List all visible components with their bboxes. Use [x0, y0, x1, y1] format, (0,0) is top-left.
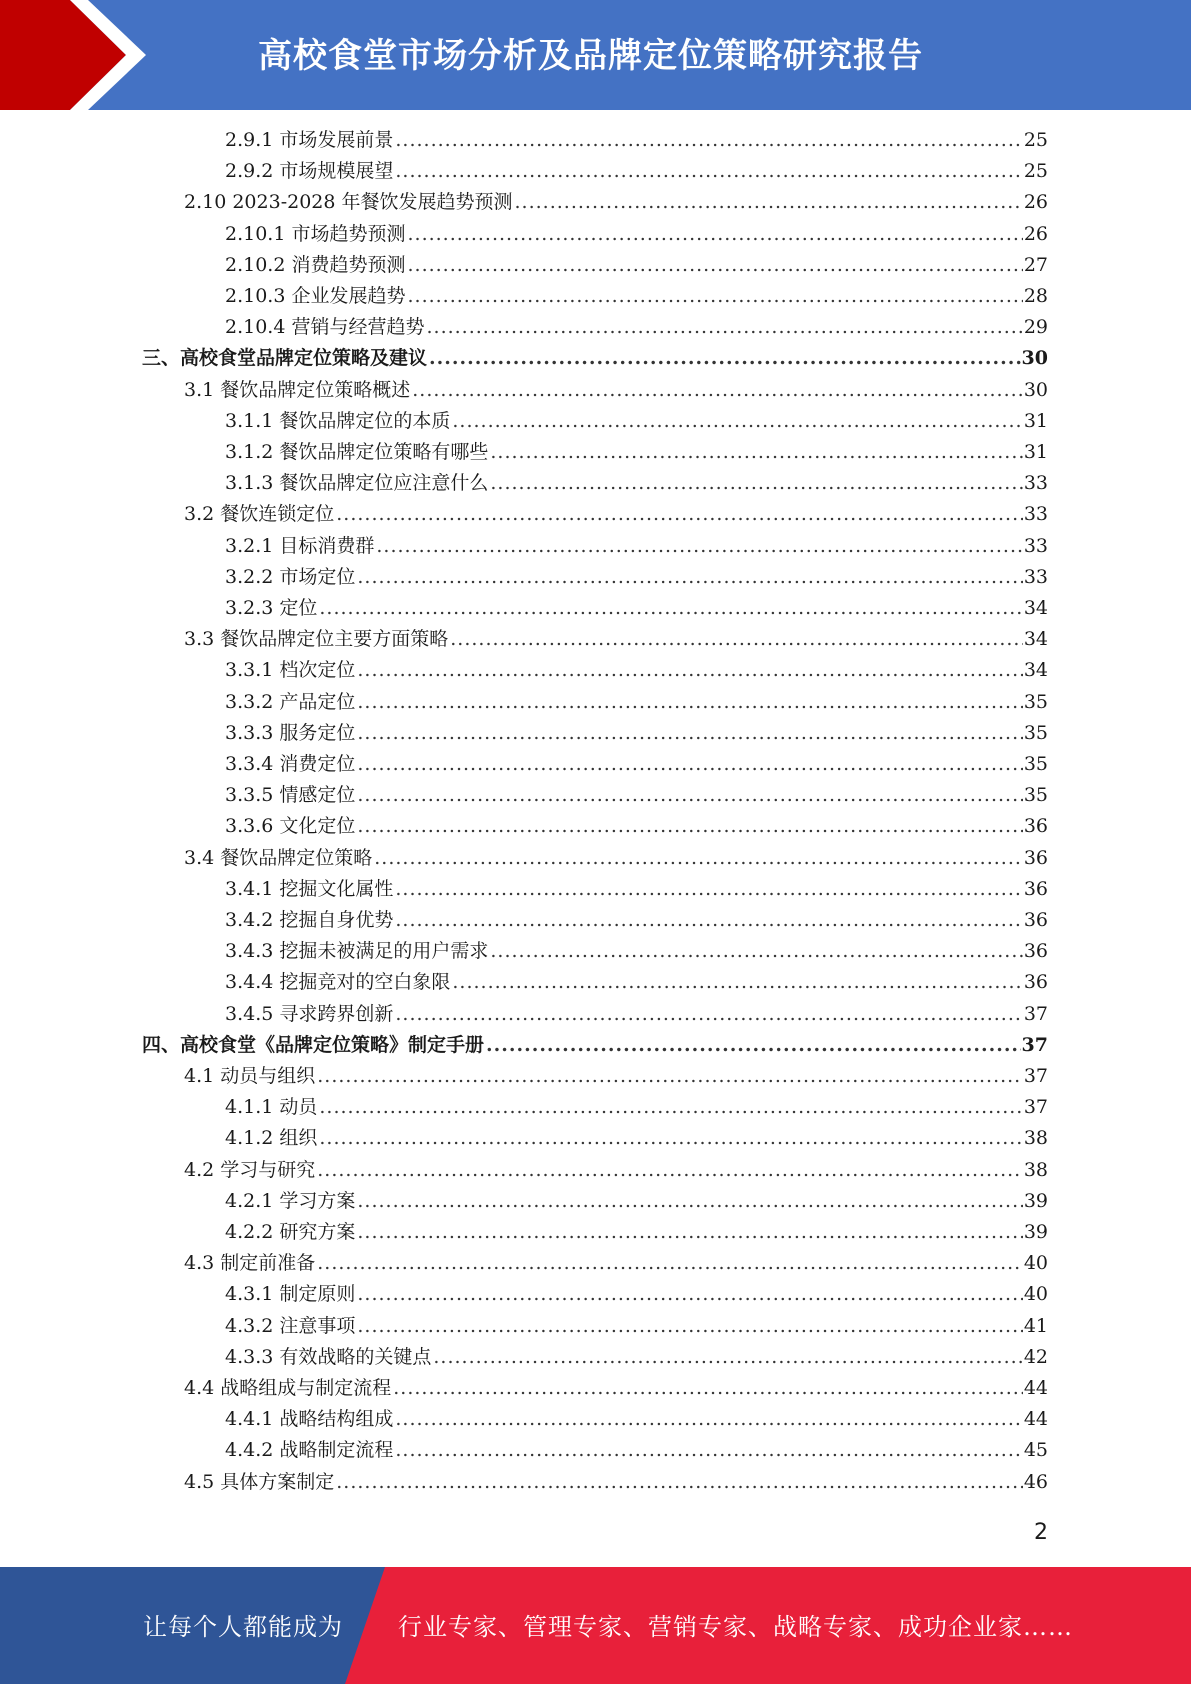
toc-entry[interactable] [184, 376, 1048, 404]
toc-entry-label: 4.3.2 注意事项 [225, 1314, 356, 1337]
toc-entry-label: 2.9.2 市场规模展望 [225, 160, 394, 183]
footer-slogan-right: 行业专家、管理专家、营销专家、战略专家、成功企业家…… [398, 1613, 1073, 1641]
toc-entry-label: 4.3 制定前准备 [184, 1252, 316, 1275]
toc-entry[interactable] [184, 500, 1048, 528]
toc-entry-label: 三、高校食堂品牌定位策略及建议 [142, 347, 428, 370]
toc-leader-dots [452, 407, 1022, 435]
toc-entry-page: 35 [1023, 721, 1048, 744]
toc-leader-dots [490, 469, 1022, 497]
toc-leader-dots [319, 594, 1022, 622]
toc-entry-label: 2.9.1 市场发展前景 [225, 129, 394, 151]
toc-entry[interactable] [225, 313, 1048, 341]
toc-entry-label: 2.10.2 消费趋势预测 [225, 253, 406, 276]
toc-leader-dots [357, 563, 1022, 591]
toc-entry-page: 28 [1023, 285, 1048, 307]
toc-entry-page: 37 [1023, 1096, 1048, 1119]
toc-entry[interactable] [184, 188, 1048, 216]
toc-entry[interactable] [225, 1312, 1048, 1340]
page-header [0, 0, 1191, 110]
toc-entry-label: 四、高校食堂《品牌定位策略》制定手册 [142, 1033, 485, 1056]
toc-entry[interactable] [225, 812, 1048, 840]
toc-entry-page: 39 [1023, 1189, 1048, 1212]
toc-entry-page: 38 [1023, 1127, 1048, 1150]
footer-slogan-left: 让每个人都能成为 [143, 1613, 343, 1641]
toc-entry[interactable] [225, 126, 1048, 154]
toc-entry-page: 37 [1021, 1033, 1048, 1056]
toc-leader-dots [490, 438, 1022, 466]
toc-entry-label: 3.4.4 挖掘竞对的空白象限 [225, 971, 451, 994]
toc-entry[interactable] [225, 1405, 1048, 1433]
toc-entry-page: 37 [1023, 1065, 1048, 1087]
toc-entry-page: 40 [1023, 1252, 1048, 1275]
toc-entry[interactable] [225, 688, 1048, 716]
report-title: 高校食堂市场分析及品牌定位策略研究报告 [258, 36, 923, 76]
toc-entry-label: 3.4 餐饮品牌定位策略 [184, 846, 373, 869]
toc-entry[interactable] [225, 968, 1048, 996]
toc-entry-page: 31 [1023, 441, 1048, 463]
toc-leader-dots [376, 532, 1022, 560]
toc-leader-dots [317, 1249, 1023, 1277]
toc-entry-label: 3.2.1 目标消费群 [225, 534, 375, 557]
toc-entry[interactable] [225, 656, 1048, 684]
toc-entry-page: 34 [1023, 628, 1048, 651]
toc-entry-page: 35 [1023, 690, 1048, 713]
toc-entry-label: 3.2.2 市场定位 [225, 565, 356, 588]
toc-entry-label: 3.3.1 档次定位 [225, 659, 356, 682]
toc-entry[interactable] [184, 1249, 1048, 1277]
toc-entry-page: 31 [1023, 409, 1048, 432]
toc-entry-label: 4.3.1 制定原则 [225, 1283, 356, 1306]
toc-leader-dots [357, 750, 1022, 778]
toc-entry[interactable] [225, 407, 1048, 435]
toc-entry-label: 2.10.1 市场趋势预测 [225, 222, 406, 245]
toc-entry-label: 3.1.1 餐饮品牌定位的本质 [225, 409, 451, 432]
toc-entry[interactable] [225, 937, 1048, 965]
toc-entry-page: 36 [1023, 877, 1048, 900]
toc-entry[interactable] [225, 594, 1048, 622]
toc-entry-label: 3.3.4 消费定位 [225, 753, 356, 775]
toc-entry[interactable] [225, 719, 1048, 747]
toc-entry-label: 3.1 餐饮品牌定位策略概述 [184, 378, 411, 401]
toc-leader-dots [426, 313, 1022, 341]
toc-entry[interactable] [184, 844, 1048, 872]
toc-leader-dots [395, 126, 1022, 154]
toc-entry[interactable] [225, 1187, 1048, 1215]
toc-entry-page: 30 [1023, 378, 1048, 401]
toc-entry-label: 3.1.3 餐饮品牌定位应注意什么 [225, 472, 489, 495]
toc-entry-label: 3.3.6 文化定位 [225, 815, 356, 838]
toc-leader-dots [395, 1405, 1022, 1433]
toc-entry-page: 36 [1023, 815, 1048, 838]
toc-entry-page: 37 [1023, 1002, 1048, 1025]
toc-leader-dots [450, 625, 1023, 653]
toc-entry[interactable] [225, 532, 1048, 560]
toc-entry-label: 3.1.2 餐饮品牌定位策略有哪些 [225, 441, 489, 463]
page-footer [0, 1567, 1191, 1684]
toc-entry-page: 33 [1023, 472, 1048, 495]
toc-leader-dots [357, 688, 1022, 716]
toc-entry-label: 4.2 学习与研究 [184, 1158, 316, 1181]
toc-entry[interactable] [225, 1343, 1048, 1371]
toc-entry[interactable] [184, 1062, 1048, 1090]
toc-entry-label: 3.2 餐饮连锁定位 [184, 503, 335, 526]
toc-entry[interactable] [225, 1124, 1048, 1152]
toc-entry-label: 2.10.3 企业发展趋势 [225, 285, 406, 307]
toc-entry-label: 4.1.1 动员 [225, 1096, 318, 1119]
toc-entry[interactable] [225, 157, 1048, 185]
toc-leader-dots [317, 1156, 1023, 1184]
toc-entry[interactable] [184, 1468, 1048, 1496]
toc-entry-page: 44 [1023, 1408, 1048, 1431]
toc-entry-page: 33 [1023, 534, 1048, 557]
toc-entry-label: 4.3.3 有效战略的关键点 [225, 1345, 432, 1368]
toc-entry-page: 36 [1023, 940, 1048, 963]
toc-entry-page: 26 [1023, 191, 1048, 214]
toc-entry-label: 2.10 2023-2028 年餐饮发展趋势预测 [184, 191, 513, 214]
toc-entry-label: 3.4.5 寻求跨界创新 [225, 1002, 394, 1025]
toc-leader-dots [357, 812, 1022, 840]
toc-entry-label: 3.3.2 产品定位 [225, 690, 356, 713]
toc-entry-label: 4.2.1 学习方案 [225, 1189, 356, 1212]
toc-entry-page: 42 [1023, 1345, 1048, 1368]
toc-entry-page: 36 [1023, 971, 1048, 994]
toc-entry[interactable] [225, 1436, 1048, 1464]
toc-entry-page: 45 [1023, 1439, 1048, 1462]
toc-entry-page: 36 [1023, 846, 1048, 869]
toc-leader-dots [357, 1312, 1022, 1340]
toc-entry-page: 26 [1023, 222, 1048, 245]
toc-leader-dots [357, 719, 1022, 747]
toc-leader-dots [357, 781, 1022, 809]
toc-entry[interactable] [225, 438, 1048, 466]
toc-leader-dots [452, 968, 1022, 996]
toc-entry[interactable] [184, 1156, 1048, 1184]
toc-entry-page: 25 [1023, 129, 1048, 151]
toc-leader-dots [357, 1187, 1022, 1215]
toc-leader-dots [393, 1374, 1023, 1402]
toc-entry-label: 3.4.1 挖掘文化属性 [225, 877, 394, 900]
toc-entry-label: 2.10.4 营销与经营趋势 [225, 316, 425, 339]
toc-entry-page: 35 [1023, 784, 1048, 807]
toc-entry-page: 34 [1023, 597, 1048, 619]
toc-entry[interactable] [225, 906, 1048, 934]
toc-entry-label: 3.4.3 挖掘未被满足的用户需求 [225, 940, 489, 963]
toc-entry-page: 36 [1023, 909, 1048, 931]
toc-leader-dots [319, 1124, 1022, 1152]
toc-leader-dots [395, 906, 1022, 934]
toc-leader-dots [395, 1000, 1022, 1028]
toc-entry-label: 4.1 动员与组织 [184, 1065, 316, 1087]
toc-entry-label: 4.1.2 组织 [225, 1127, 318, 1150]
toc-leader-dots [395, 157, 1022, 185]
toc-entry[interactable] [225, 1000, 1048, 1028]
toc-entry[interactable] [225, 220, 1048, 248]
toc-leader-dots [407, 282, 1022, 310]
toc-leader-dots [490, 937, 1022, 965]
toc-entry-page: 41 [1023, 1314, 1048, 1337]
toc-entry[interactable] [225, 1280, 1048, 1308]
toc-entry-label: 3.3.3 服务定位 [225, 721, 356, 744]
toc-leader-dots [515, 188, 1023, 216]
page-number: 2 [1034, 1520, 1048, 1545]
toc-entry[interactable] [225, 282, 1048, 310]
toc-entry-label: 3.2.3 定位 [225, 597, 318, 619]
toc-entry-label: 4.5 具体方案制定 [184, 1470, 335, 1493]
toc-entry[interactable] [184, 1374, 1048, 1402]
toc-leader-dots [317, 1062, 1023, 1090]
toc-entry[interactable] [225, 875, 1048, 903]
toc-entry[interactable] [142, 1031, 1048, 1059]
toc-entry[interactable] [225, 750, 1048, 778]
toc-entry-page: 34 [1023, 659, 1048, 682]
toc-leader-dots [374, 844, 1023, 872]
toc-entry-page: 40 [1023, 1283, 1048, 1306]
toc-leader-dots [486, 1031, 1021, 1059]
toc-entry-page: 35 [1023, 753, 1048, 775]
toc-leader-dots [395, 1436, 1022, 1464]
toc-entry[interactable] [225, 781, 1048, 809]
toc-entry[interactable] [184, 625, 1048, 653]
red-arrow-logo [0, 0, 160, 110]
toc-leader-dots [407, 220, 1022, 248]
toc-entry-label: 4.2.2 研究方案 [225, 1221, 356, 1243]
toc-leader-dots [407, 251, 1022, 279]
toc-entry-label: 3.3 餐饮品牌定位主要方面策略 [184, 628, 449, 651]
toc-entry[interactable] [142, 344, 1048, 372]
toc-leader-dots [357, 1218, 1022, 1246]
toc-entry-page: 25 [1023, 160, 1048, 183]
toc-entry-page: 33 [1023, 503, 1048, 526]
toc-entry-page: 29 [1023, 316, 1048, 339]
toc-entry-page: 46 [1023, 1470, 1048, 1493]
toc-entry[interactable] [225, 563, 1048, 591]
toc-entry-label: 3.3.5 情感定位 [225, 784, 356, 807]
toc-entry-page: 33 [1023, 565, 1048, 588]
toc-leader-dots [336, 1468, 1023, 1496]
toc-leader-dots [433, 1343, 1022, 1371]
toc-entry-page: 38 [1023, 1158, 1048, 1181]
toc-entry-label: 3.4.2 挖掘自身优势 [225, 909, 394, 931]
toc-entry-page: 27 [1023, 253, 1048, 276]
toc-entry[interactable] [225, 469, 1048, 497]
toc-entry[interactable] [225, 1218, 1048, 1246]
toc-leader-dots [336, 500, 1023, 528]
toc-leader-dots [319, 1093, 1022, 1121]
toc-leader-dots [395, 875, 1022, 903]
toc-leader-dots [357, 656, 1022, 684]
toc-entry-page: 30 [1021, 347, 1048, 370]
toc-leader-dots [357, 1280, 1022, 1308]
toc-entry-page: 44 [1023, 1377, 1048, 1399]
toc-entry-label: 4.4 战略组成与制定流程 [184, 1377, 392, 1399]
toc-leader-dots [412, 376, 1023, 404]
toc-entry[interactable] [225, 1093, 1048, 1121]
toc-leader-dots [429, 344, 1021, 372]
toc-entry-page: 39 [1023, 1221, 1048, 1243]
toc-entry[interactable] [225, 251, 1048, 279]
toc-entry-label: 4.4.1 战略结构组成 [225, 1408, 394, 1431]
toc-entry-label: 4.4.2 战略制定流程 [225, 1439, 394, 1462]
